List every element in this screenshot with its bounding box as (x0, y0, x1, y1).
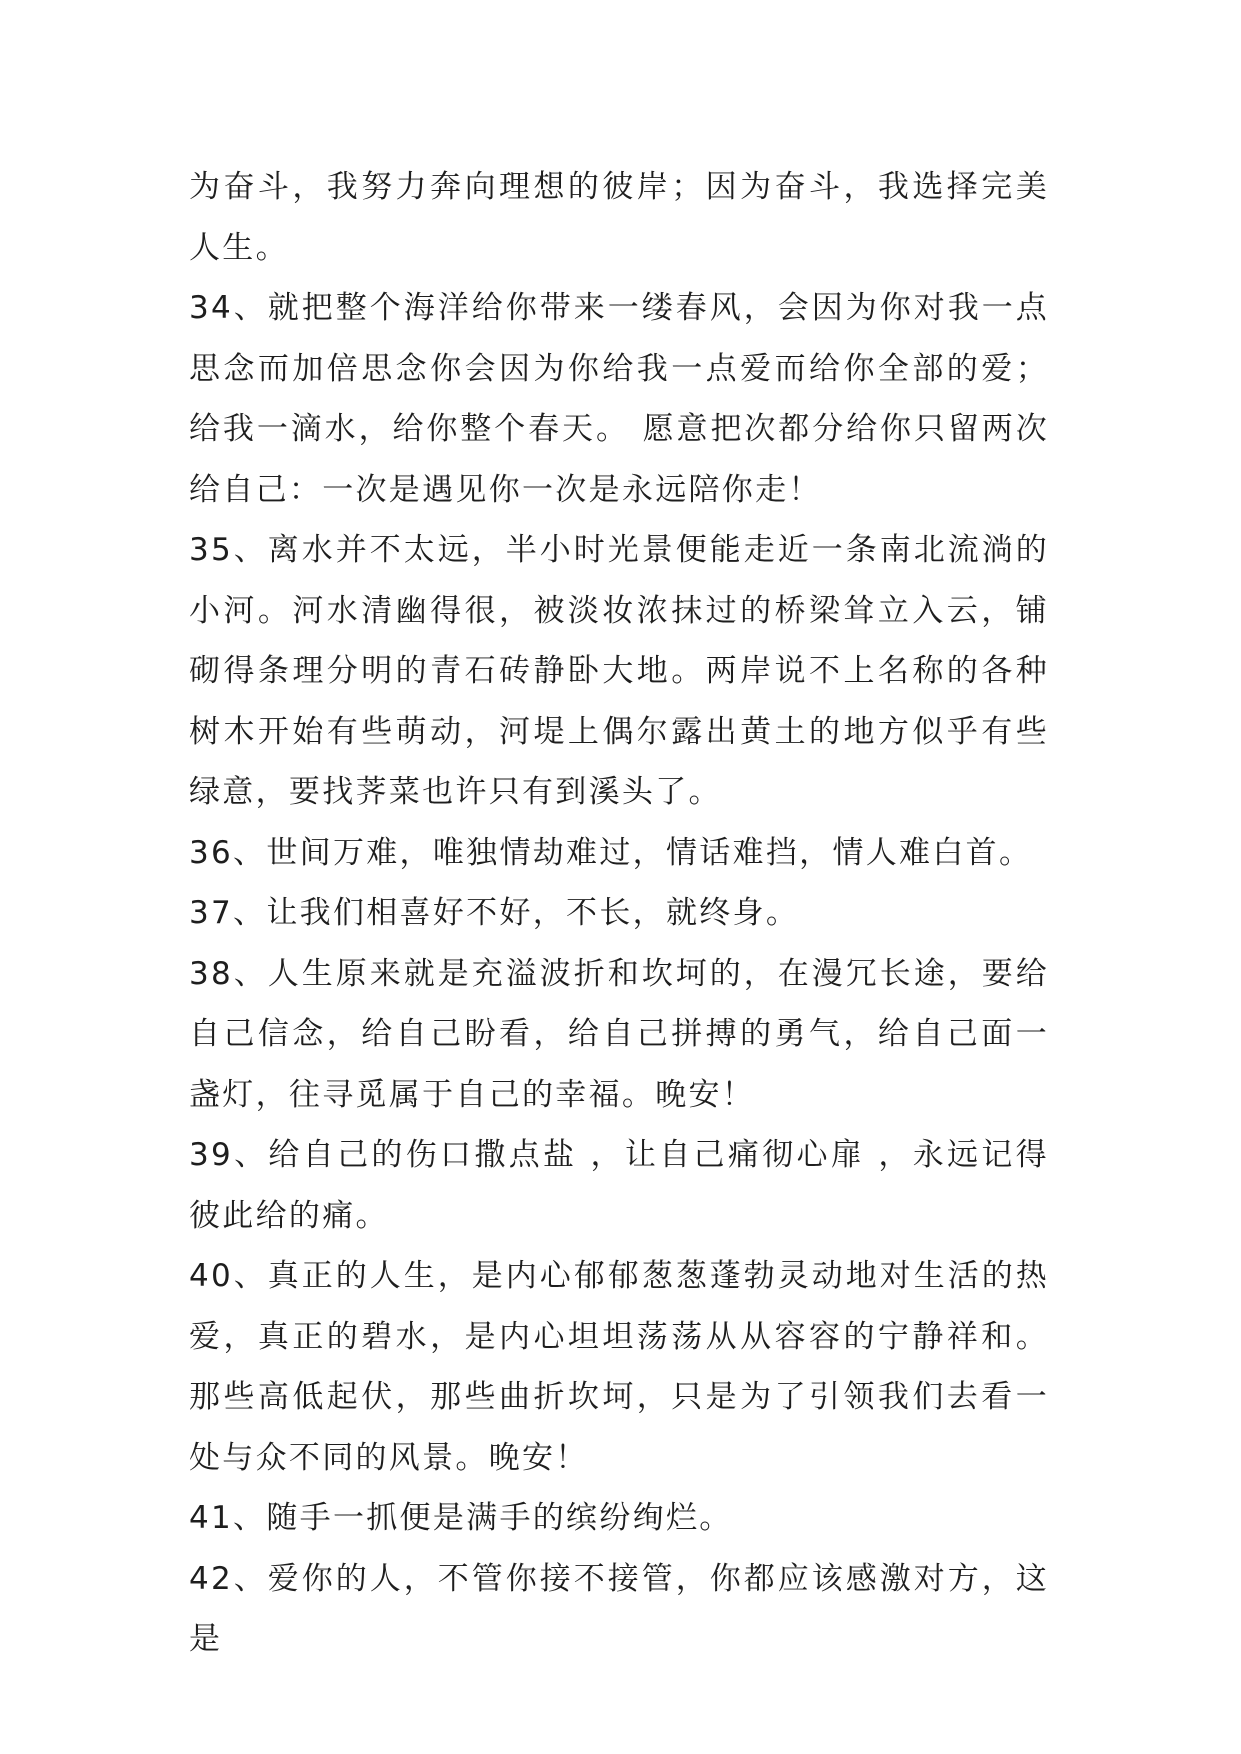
paragraph-continued: 为奋斗，我努力奔向理想的彼岸；因为奋斗，我选择完美人生。 (189, 169, 1049, 266)
paragraph-35: 35、离水并不太远，半小时光景便能走近一条南北流淌的小河。河水清幽得很，被淡妆浓抹过的桥梁耸立入云，铺砌得条理分明的青石砖静卧大地。两岸说不上名称的各种树木开始有些萌动，河堤上偶尔露出黄土的地方似乎有些绿意，要找荠菜也许只有到溪头了。 (189, 532, 1049, 810)
paragraph-36: 36、世间万难，唯独情劫难过，情话难挡，情人难白首。 (189, 834, 1033, 871)
paragraph-41: 41、随手一抓便是满手的缤纷绚烂。 (189, 1500, 733, 1536)
paragraph-40: 40、真正的人生，是内心郁郁葱葱蓬勃灵动地对生活的热爱，真正的碧水，是内心坦坦荡荡从从容容的宁静祥和。那些高低起伏，那些曲折坎坷，只是为了引领我们去看一处与众不同的风景。晚安！ (189, 1258, 1049, 1476)
paragraph-34: 34、就把整个海洋给你带来一缕春风，会因为你对我一点思念而加倍思念你会因为你给我一点爱而给你全部的爱；给我一滴水，给你整个春天。 愿意把次都分给你只留两次给自己：一次是遇见你一次是永远陪你走！ (189, 290, 1049, 508)
body-text (189, 157, 1049, 1670)
paragraph-42: 42、爱你的人，不管你接不接管，你都应该感激对方，这是 (189, 1560, 1049, 1657)
paragraph-38: 38、人生原来就是充溢波折和坎坷的，在漫冗长途，要给自己信念，给自己盼看，给自己拼搏的勇气，给自己面一盏灯，往寻觅属于自己的幸福。晚安！ (189, 955, 1049, 1113)
paragraph-37: 37、让我们相喜好不好，不长，就终身。 (189, 895, 800, 931)
paragraph-39: 39、给自己的伤口撒点盐 ，让自己痛彻心扉 ，永远记得彼此给的痛。 (189, 1137, 1049, 1234)
